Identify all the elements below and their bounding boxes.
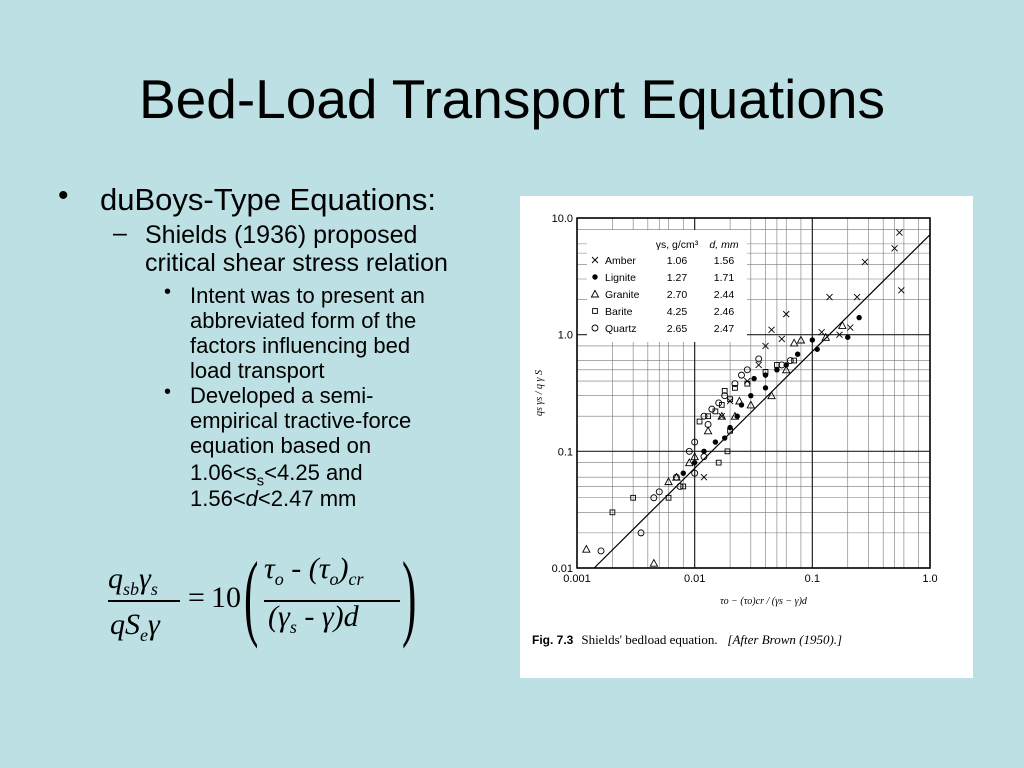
legend-gamma: 2.65 <box>666 323 688 335</box>
legend-marker-dot <box>592 274 597 279</box>
slide-title: Bed-Load Transport Equations <box>138 68 886 130</box>
legend-d: 1.71 <box>713 272 735 284</box>
figure-caption <box>532 632 842 648</box>
data-point-amber <box>847 325 853 331</box>
data-point-lignite <box>815 347 820 352</box>
data-point-quartz <box>598 548 604 554</box>
caption-label: Fig. 7.3 <box>532 633 574 647</box>
bullet-range-diameter: 1.56<d<2.47 mm <box>190 486 357 511</box>
bullet-dash-marker: – <box>113 219 127 247</box>
data-point-lignite <box>845 335 850 340</box>
data-point-lignite <box>739 402 744 407</box>
shields-equation <box>100 542 430 658</box>
data-point-barite <box>697 419 702 424</box>
bullet-text-line: load transport <box>190 358 325 383</box>
legend-d: 1.56 <box>713 255 735 267</box>
equation-numerator-right: $\tau_o - (\tau_o)_{cr}$ <box>264 552 364 589</box>
data-point-amber <box>827 294 833 300</box>
legend-name: Granite <box>605 289 640 301</box>
caption-text: Shields' bedload equation. <box>581 632 718 647</box>
x-tick-label: 1.0 <box>922 573 938 585</box>
bullet-text-line: equation based on <box>190 433 372 458</box>
bullet-text-line: Intent was to present an <box>190 283 425 308</box>
data-point-amber <box>898 287 904 293</box>
legend-name: Quartz <box>605 323 637 335</box>
data-point-lignite <box>681 470 686 475</box>
data-point-amber <box>779 336 785 342</box>
legend-gamma: 4.25 <box>666 306 688 318</box>
y-tick-label: 0.1 <box>557 446 573 459</box>
bullet-text-line: empirical tractive-force <box>190 408 412 433</box>
equation-numerator-left: $q_{sb}\gamma_s$ <box>108 562 158 599</box>
bullet-text-line: Developed a semi- <box>190 383 374 408</box>
data-point-granite <box>839 322 846 329</box>
legend-header-gamma: γs, g/cm³ <box>655 239 699 251</box>
equals-sign: = <box>188 581 205 614</box>
data-point-lignite <box>713 439 718 444</box>
bullet-dot-icon: • <box>58 179 69 212</box>
data-point-granite <box>791 339 798 346</box>
x-tick-label: 0.001 <box>563 573 591 585</box>
x-tick-label: 0.1 <box>804 573 820 585</box>
data-point-amber <box>896 230 902 236</box>
legend-d: 2.46 <box>713 306 735 318</box>
legend-d: 2.47 <box>713 323 735 335</box>
data-point-amber <box>756 362 762 368</box>
bullet-text-line: factors influencing bed <box>190 333 411 358</box>
data-point-granite <box>583 546 590 553</box>
shields-chart <box>520 196 973 626</box>
legend-gamma: 1.06 <box>666 255 688 267</box>
bullet-text-line: critical shear stress relation <box>145 249 448 277</box>
legend-name: Amber <box>605 255 636 267</box>
x-axis-label: τo − (τo)cr / (γs − γ)d <box>720 596 807 607</box>
bullet-dot-icon: • <box>164 281 172 303</box>
data-point-lignite <box>763 372 768 377</box>
data-point-lignite <box>856 315 861 320</box>
y-axis-label: qs γs / q γ S <box>534 370 545 416</box>
data-point-granite <box>704 427 711 434</box>
data-point-lignite <box>795 352 800 357</box>
data-point-barite <box>745 381 750 386</box>
data-point-amber <box>862 259 868 265</box>
shields-figure <box>520 196 973 678</box>
data-point-lignite <box>810 337 815 342</box>
data-point-lignite <box>727 425 732 430</box>
data-point-lignite <box>774 367 779 372</box>
legend-header-d: d, mm <box>709 239 739 251</box>
bullet-dot-icon: • <box>164 381 172 403</box>
data-point-quartz <box>756 356 762 362</box>
y-tick-label: 10.0 <box>551 213 573 225</box>
bullet-text-line: abbreviated form of the <box>190 308 417 333</box>
fraction-bar <box>108 600 180 602</box>
data-point-granite <box>650 560 657 567</box>
equation-denominator-right: $(\gamma_s - \gamma)d$ <box>268 600 359 637</box>
data-point-quartz <box>738 372 744 378</box>
legend-name: Lignite <box>605 272 636 284</box>
x-tick-label: 0.01 <box>683 573 706 585</box>
data-point-lignite <box>763 385 768 390</box>
data-point-amber <box>854 294 860 300</box>
legend-gamma: 2.70 <box>666 289 688 301</box>
bullet-range-specific-gravity: $1.06<s_s<4.25$ and <box>190 460 363 490</box>
equation-coefficient: 10 <box>211 581 241 614</box>
left-paren: ( <box>244 542 259 649</box>
y-tick-label: 0.01 <box>551 563 573 575</box>
data-point-lignite <box>722 435 727 440</box>
bullet-text-line: Shields (1936) proposed <box>145 221 418 249</box>
y-tick-label: 1.0 <box>557 329 573 342</box>
bullet-text: duBoys-Type Equations: <box>100 182 437 217</box>
equation-denominator-left: $qS_e\gamma$ <box>110 608 160 645</box>
legend-gamma: 1.27 <box>666 272 688 284</box>
legend-name: Barite <box>605 306 633 318</box>
data-point-amber <box>769 327 775 333</box>
legend-d: 2.44 <box>713 289 735 301</box>
data-point-lignite <box>751 376 756 381</box>
caption-source: [After Brown (1950).] <box>727 632 843 647</box>
right-paren: ) <box>402 542 417 649</box>
data-point-lignite <box>748 393 753 398</box>
